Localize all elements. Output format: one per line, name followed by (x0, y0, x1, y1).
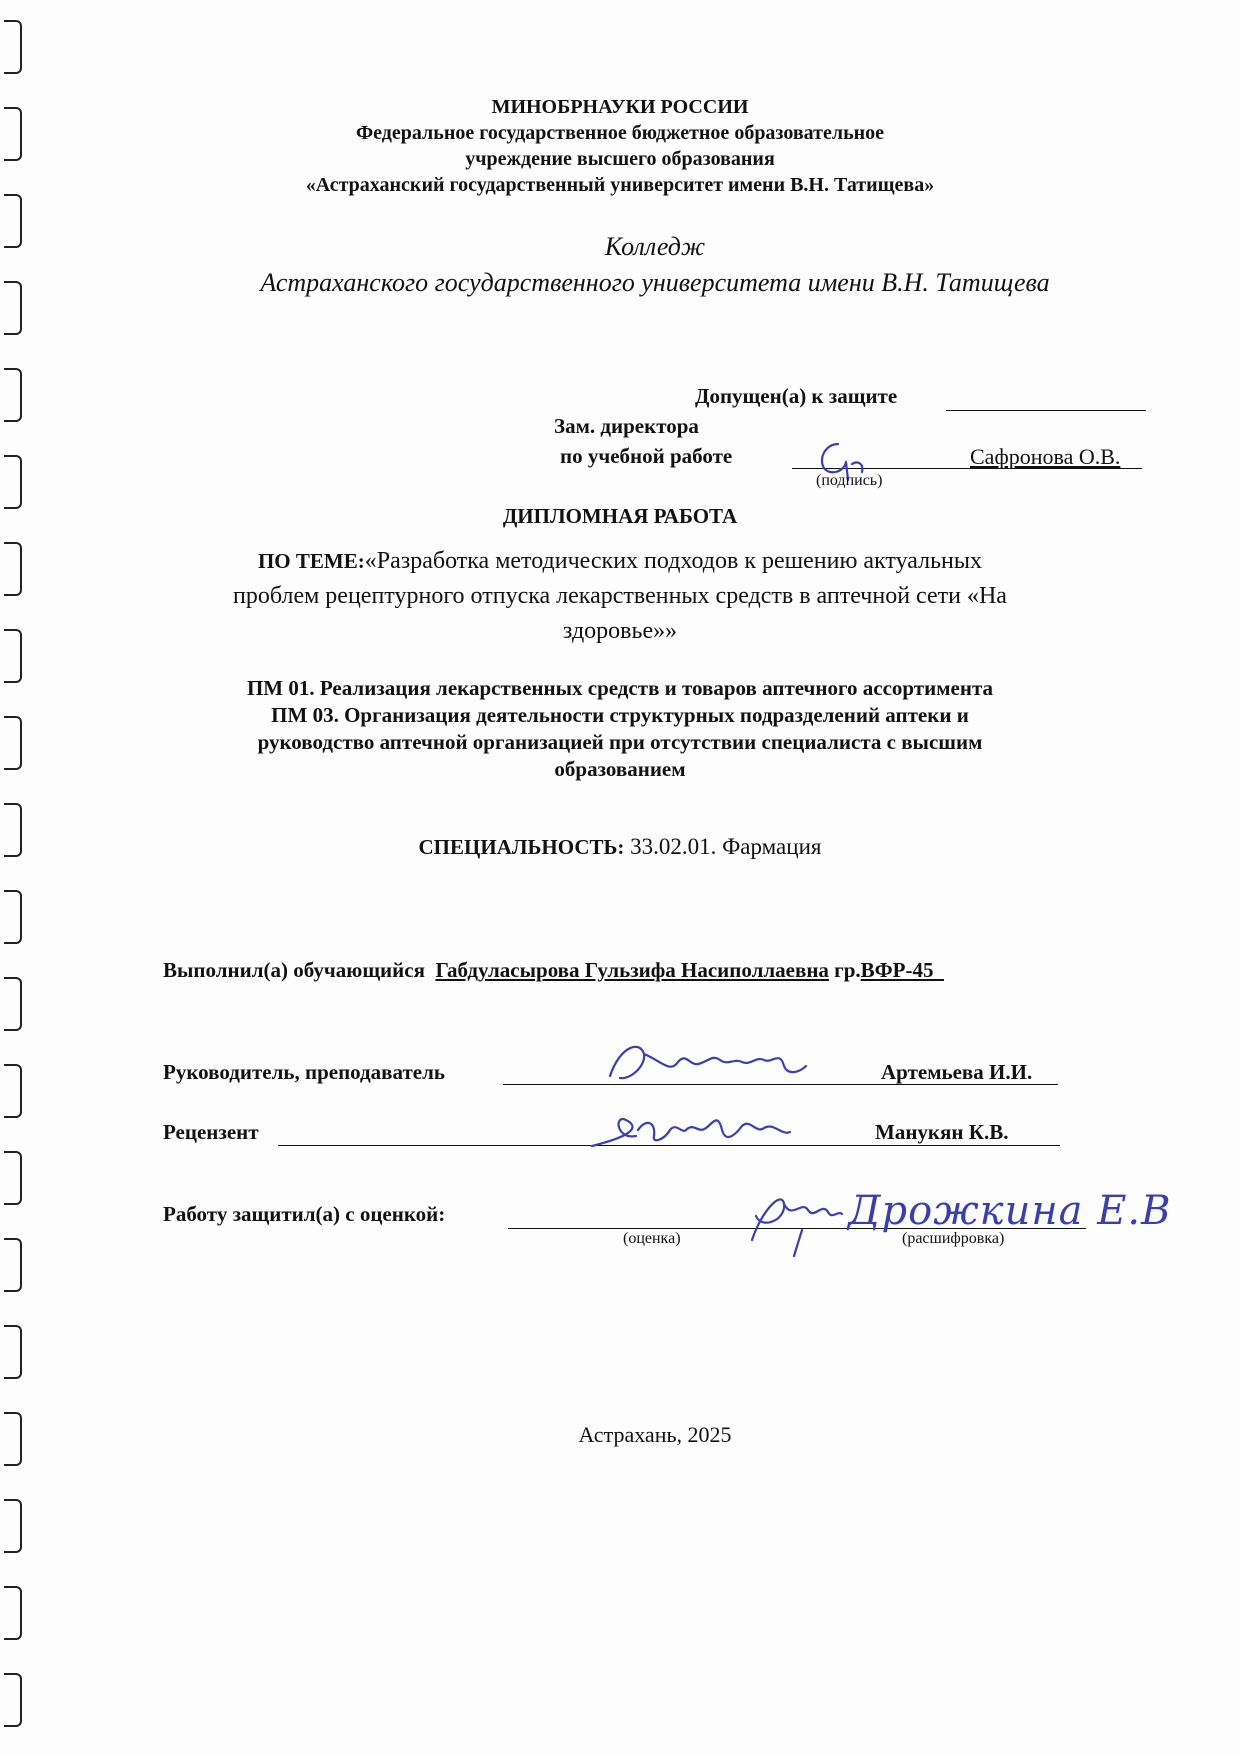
binding-ring (4, 455, 22, 509)
binding-ring (4, 1238, 22, 1292)
reviewer-name-underline (1008, 1145, 1060, 1146)
reviewer-name: Манукян К.В. (875, 1120, 1009, 1144)
module-pm03-line-3: образованием (554, 757, 686, 781)
deputy-label-2: по учебной работе (560, 444, 733, 468)
grade-caption: (оценка) (623, 1230, 681, 1247)
reviewer-signature (586, 1100, 816, 1160)
institution-line-2: учреждение высшего образования (465, 148, 775, 170)
module-pm03-line-2: руководство аптечной организацией при отсутствии специалиста с высшим (257, 730, 983, 754)
group-value: ВФР-45 (860, 958, 934, 982)
defense-grade-signature (742, 1180, 852, 1260)
binding-ring (4, 1151, 22, 1205)
specialty-value: 33.02.01. Фармация (624, 834, 822, 859)
binding-ring (4, 368, 22, 422)
binding-ring (4, 1673, 22, 1727)
specialty-label: СПЕЦИАЛЬНОСТЬ: (418, 835, 625, 859)
performer-row (163, 958, 944, 983)
institution-line-1: Федеральное государственное бюджетное образовательное (355, 122, 885, 144)
group-prefix: гр. (828, 958, 861, 982)
performer-name: Габдуласырова Гульзифа Насиполлаевна (435, 958, 829, 982)
specialty-row (0, 834, 1240, 860)
supervisor-name: Артемьева И.И. (881, 1060, 1033, 1084)
defense-handwritten-name: Дрожкина Е.В (848, 1188, 1172, 1234)
topic-line-1 (0, 548, 1240, 575)
binding-ring (4, 20, 22, 74)
supervisor-label: Руководитель, преподаватель (163, 1060, 446, 1084)
binding-ring (4, 1586, 22, 1640)
binding-ring (4, 977, 22, 1031)
binding-ring (4, 890, 22, 944)
city-year: Астрахань, 2025 (578, 1422, 732, 1447)
topic-line-3: здоровье»» (562, 618, 678, 644)
deputy-name: Сафронова О.В. (970, 444, 1121, 469)
admitted-label: Допущен(а) к защите (695, 384, 898, 408)
topic-label: ПО ТЕМЕ: (257, 549, 365, 573)
signature-caption: (подпись) (816, 472, 883, 489)
spiral-binding (0, 0, 40, 1754)
topic-text-1: «Разработка методических подходов к решению актуальных (364, 548, 983, 574)
binding-ring (4, 1325, 22, 1379)
ministry-title: МИНОБРНАУКИ РОССИИ (491, 96, 749, 118)
admitted-line (946, 410, 1146, 411)
defense-label: Работу защитил(а) с оценкой: (163, 1202, 446, 1226)
performer-label: Выполнил(а) обучающийся (163, 958, 425, 982)
deputy-label-1: Зам. директора (554, 414, 699, 438)
module-pm03-line-1: ПМ 03. Организация деятельности структурных подразделений аптеки и (271, 703, 969, 727)
college-line-1: Колледж (604, 232, 706, 261)
work-type: ДИПЛОМНАЯ РАБОТА (502, 504, 738, 528)
reviewer-label: Рецензент (163, 1120, 259, 1144)
topic-line-2: проблем рецептурного отпуска лекарственных средств в аптечной сети «На (233, 583, 1007, 609)
decode-caption: (расшифровка) (902, 1230, 1005, 1247)
college-line-2: Астраханского государственного университета имени В.Н. Татищева (260, 268, 1050, 297)
binding-ring (4, 1499, 22, 1553)
module-pm01: ПМ 01. Реализация лекарственных средств и товаров аптечного ассортимента (246, 676, 994, 700)
university-name: «Астраханский государственный университет имени В.Н. Татищева» (305, 174, 935, 196)
binding-ring (4, 1064, 22, 1118)
supervisor-signature (600, 1036, 840, 1096)
